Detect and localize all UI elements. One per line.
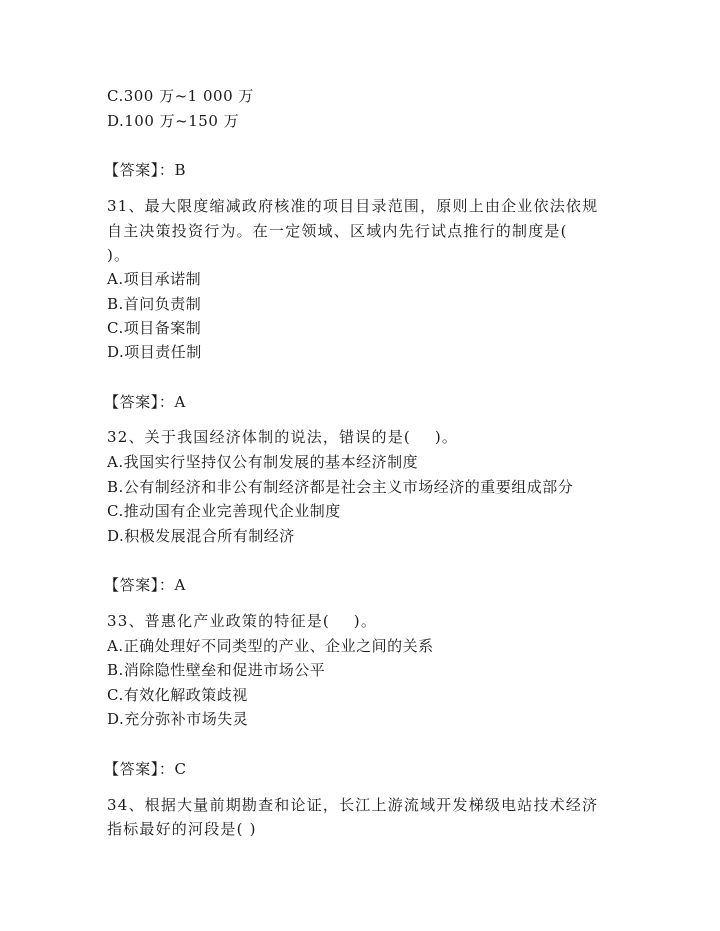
option-b: B.首问负责制 bbox=[107, 295, 202, 313]
question-stem: )。 bbox=[107, 246, 131, 264]
question-stem: 自主决策投资行为。在一定领域、区域内先行试点推行的制度是( bbox=[107, 222, 568, 240]
option-b: B.公有制经济和非公有制经济都是社会主义市场经济的重要组成部分 bbox=[107, 478, 574, 496]
question-stem: 33、普惠化产业政策的特征是( )。 bbox=[107, 612, 378, 630]
option-c: C.有效化解政策歧视 bbox=[107, 686, 248, 704]
answer-label: 【答案】：A bbox=[104, 576, 186, 594]
question-stem: 指标最好的河段是( ) bbox=[107, 820, 257, 838]
option-d: D.积极发展混合所有制经济 bbox=[107, 527, 295, 545]
option-d: D.100 万~150 万 bbox=[107, 112, 240, 130]
answer-label: 【答案】：A bbox=[104, 393, 186, 411]
answer-label: 【答案】：C bbox=[104, 760, 187, 778]
option-a: A.项目承诺制 bbox=[107, 270, 202, 288]
question-stem: 32、关于我国经济体制的说法，错误的是( )。 bbox=[107, 428, 459, 446]
option-c: C.推动国有企业完善现代企业制度 bbox=[107, 502, 341, 520]
option-a: A.正确处理好不同类型的产业、企业之间的关系 bbox=[107, 637, 434, 655]
option-c: C.300 万~1 000 万 bbox=[107, 87, 254, 105]
answer-label: 【答案】：B bbox=[104, 161, 187, 179]
option-d: D.充分弥补市场失灵 bbox=[107, 710, 249, 728]
option-a: A.我国实行坚持仅公有制发展的基本经济制度 bbox=[107, 453, 419, 471]
option-d: D.项目责任制 bbox=[107, 343, 202, 361]
option-b: B.消除隐性壁垒和促进市场公平 bbox=[107, 661, 326, 679]
question-stem: 34、根据大量前期勘查和论证，长江上游流域开发梯级电站技术经济 bbox=[107, 796, 599, 814]
question-stem: 31、最大限度缩减政府核准的项目目录范围，原则上由企业依法依规 bbox=[107, 197, 599, 215]
option-c: C.项目备案制 bbox=[107, 319, 202, 337]
